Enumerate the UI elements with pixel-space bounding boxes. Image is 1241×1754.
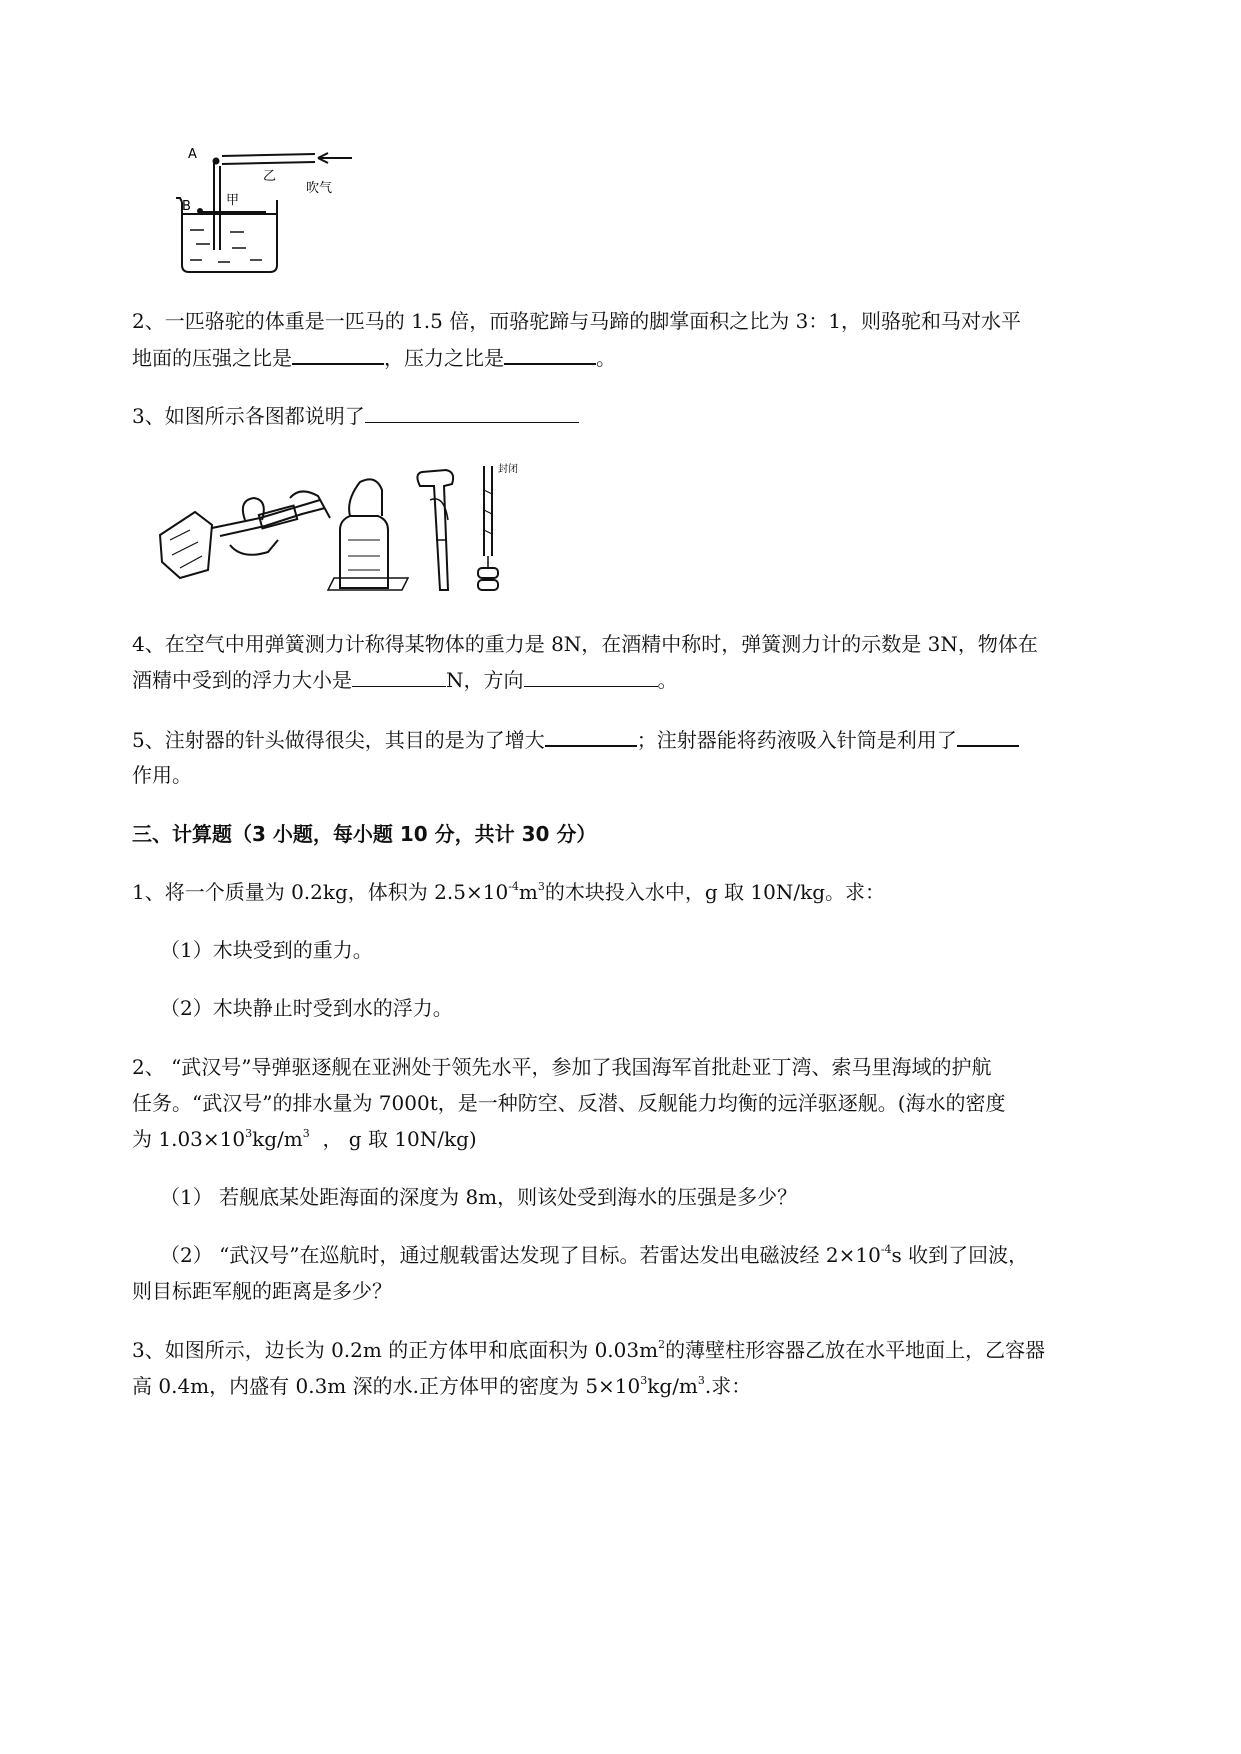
q4-line2 xyxy=(132,664,678,696)
calc3-area-exp: 2 xyxy=(658,1338,666,1351)
label-b: B xyxy=(182,199,191,214)
q2-text-a: 地面的压强之比是 xyxy=(132,346,292,370)
tag-sealed: 封闭 xyxy=(498,464,518,475)
calc2-line1: 2、 “武汉号”导弹驱逐舰在亚洲处于领先水平，参加了我国海军首批赴亚丁湾、索马里海域的护航 xyxy=(132,1055,992,1079)
calc2-sub2-exp: -4 xyxy=(880,1243,892,1256)
q4-line1: 4、在空气中用弹簧测力计称得某物体的重力是 8N，在酒精中称时，弹簧测力计的示数是 3N，物体在 xyxy=(132,632,1038,656)
calc3-line2-c: .求： xyxy=(704,1374,752,1398)
calc3-line2-a: 高 0.4m，内盛有 0.3m 深的水.正方体甲的密度为 5×10 xyxy=(132,1374,641,1398)
q5-text-b: ；注射器能将药液吸入针筒是利用了 xyxy=(636,728,957,752)
calc3-line2 xyxy=(132,1370,751,1402)
q5-text-a: 5、注射器的针头做得很尖，其目的是为了增大 xyxy=(132,728,545,752)
calc2-sub2-b: s 收到了回波， xyxy=(891,1243,1029,1267)
calc3-density-exp: 3 xyxy=(640,1374,648,1387)
calc2-sub2-line2: 则目标距军舰的距离是多少？ xyxy=(132,1279,392,1303)
label-blow: 吹气 xyxy=(306,181,333,196)
calc3-line1 xyxy=(132,1334,1045,1366)
q3-text: 3、如图所示各图都说明了 xyxy=(132,404,365,428)
q4-blank-direction[interactable] xyxy=(524,664,658,687)
blow-experiment-figure xyxy=(170,140,400,280)
q5-blank-pressure[interactable] xyxy=(545,723,637,747)
label-yi: 乙 xyxy=(263,169,277,184)
calc2-unit: kg/m xyxy=(252,1127,303,1151)
calc2-line3 xyxy=(132,1123,477,1155)
calc3-unit-exp: 3 xyxy=(697,1374,705,1387)
q4-text-b: N，方向 xyxy=(446,668,524,692)
calc2-density: 为 1.03×10 xyxy=(132,1127,246,1151)
q2-blank-pressure[interactable] xyxy=(292,341,384,365)
calc1-sub1: （1）木块受到的重力。 xyxy=(160,938,373,962)
calc2-sub2 xyxy=(160,1239,1028,1271)
q2-blank-force[interactable] xyxy=(504,341,596,365)
calc1-stem-c: 的木块投入水中，g 取 10N/kg。求： xyxy=(544,880,886,904)
q2-text-b: ，压力之比是 xyxy=(384,346,504,370)
q5-line1 xyxy=(132,723,1019,756)
label-jia: 甲 xyxy=(226,193,240,208)
q2-line1: 2、一匹骆驼的体重是一匹马的 1.5 倍，而骆驼蹄与马蹄的脚掌面积之比为 3：1，则骆驼和马对水平 xyxy=(132,309,1022,333)
calc1-exp: -4 xyxy=(508,880,519,893)
calc2-unit-exp: 3 xyxy=(302,1127,310,1140)
q5-line2: 作用。 xyxy=(132,763,192,787)
calc2-g: ， g 取 10N/kg) xyxy=(309,1127,477,1151)
q5-blank-atmosphere[interactable] xyxy=(957,723,1019,747)
calc1-stem xyxy=(132,876,885,908)
calc2-sub2-a: （2） “武汉号”在巡航时，通过舰载雷达发现了目标。若雷达发出电磁波经 2×10 xyxy=(160,1243,881,1267)
calc2-sub1: （1） 若舰底某处距海面的深度为 8m，则该处受到海水的压强是多少？ xyxy=(160,1185,798,1209)
q4-text-c: 。 xyxy=(657,668,678,692)
label-a: A xyxy=(188,147,197,162)
calc1-sub2: （2）木块静止时受到水的浮力。 xyxy=(160,996,453,1020)
q2-line2 xyxy=(132,341,616,374)
calc3-unit: kg/m xyxy=(647,1374,698,1398)
calc1-unit: m xyxy=(518,880,538,904)
calc3-line1-a: 3、如图所示，边长为 0.2m 的正方体甲和底面积为 0.03m xyxy=(132,1338,659,1362)
q2-text-c: 。 xyxy=(596,346,616,370)
calc3-line1-b: 的薄壁柱形容器乙放在水平地面上，乙容器 xyxy=(665,1338,1046,1362)
calc1-stem-a: 1、将一个质量为 0.2kg，体积为 2.5×10 xyxy=(132,880,509,904)
q3-line1 xyxy=(132,400,579,432)
pressure-figures xyxy=(150,460,540,595)
calc2-density-exp: 3 xyxy=(245,1127,253,1140)
q4-text-a: 酒精中受到的浮力大小是 xyxy=(132,668,352,692)
q3-blank[interactable] xyxy=(365,400,579,423)
calc1-unit-exp: 3 xyxy=(537,880,545,893)
section-title: 三、计算题（3 小题，每小题 10 分，共计 30 分） xyxy=(132,822,597,846)
q4-blank-buoyancy[interactable] xyxy=(352,664,446,687)
calc2-line2: 任务。“武汉号”的排水量为 7000t，是一种防空、反潜、反舰能力均衡的远洋驱逐舰。(海水的密度 xyxy=(132,1091,1006,1115)
